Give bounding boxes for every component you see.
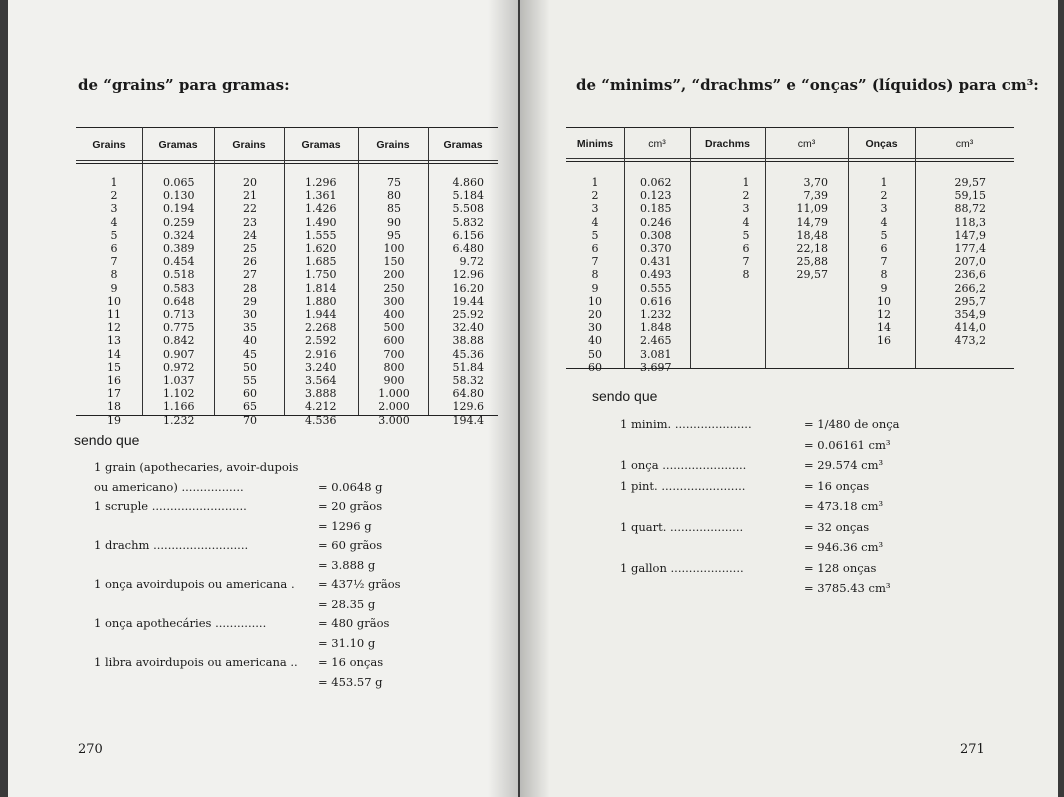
table-cell: 8 bbox=[591, 268, 599, 282]
table-cell: 51.84 bbox=[452, 360, 484, 374]
equation-value: = 16 onças bbox=[804, 478, 870, 493]
table-cell: 7 bbox=[880, 255, 888, 269]
table-cell: 59,15 bbox=[954, 189, 986, 203]
table-cell: 19 bbox=[107, 413, 121, 427]
equation-value: = 29.574 cm³ bbox=[804, 458, 884, 472]
table-cell: 18,48 bbox=[796, 228, 828, 242]
table-cell: 29,57 bbox=[796, 268, 828, 282]
table-cell: 1.037 bbox=[163, 374, 195, 388]
table-cell: 8 bbox=[110, 268, 118, 282]
table-cell: 14 bbox=[107, 347, 121, 361]
table-cell: 0.842 bbox=[163, 334, 195, 348]
col-header-grains: Grains bbox=[232, 139, 266, 151]
table-cell: 1.102 bbox=[163, 387, 195, 401]
col-header-minims: Minims bbox=[576, 138, 614, 150]
table-cell: 9.72 bbox=[459, 255, 484, 269]
table-cell: 4 bbox=[110, 215, 118, 229]
table-cell: 25 bbox=[243, 242, 257, 256]
table-cell: 7,39 bbox=[803, 189, 828, 203]
table-cell: 0.616 bbox=[640, 294, 672, 308]
table-cell: 10 bbox=[588, 294, 602, 308]
table-cell: 177,4 bbox=[954, 242, 986, 256]
table-cell: 45.36 bbox=[452, 347, 484, 361]
right-heading: de “minims”, “drachms” e “onças” (líquidos) para cm³: bbox=[576, 76, 1039, 94]
table-header-rule bbox=[76, 160, 498, 161]
col-header-gramas: Gramas bbox=[301, 139, 341, 151]
table-cell: 1.555 bbox=[305, 228, 337, 242]
table-cell: 118,3 bbox=[954, 215, 986, 229]
table-cell: 22 bbox=[243, 202, 257, 216]
table-cell: 90 bbox=[387, 215, 401, 229]
table-cell: 200 bbox=[383, 268, 405, 282]
col-header-grains: Grains bbox=[376, 139, 410, 151]
table-cell: 12.96 bbox=[452, 268, 484, 282]
table-cell: 0.431 bbox=[640, 255, 672, 269]
equation-label: 1 libra avoirdupois ou americana .. bbox=[94, 655, 298, 669]
table-cell: 1.880 bbox=[305, 294, 337, 308]
table-cell: 1.000 bbox=[378, 387, 410, 401]
table-cell: 75 bbox=[387, 176, 401, 189]
col-divider bbox=[624, 127, 625, 368]
table-cell: 13 bbox=[107, 334, 121, 348]
table-cell: 60 bbox=[243, 387, 257, 401]
equation-label: 1 gallon .................... bbox=[620, 560, 744, 575]
table-cell: 3 bbox=[591, 202, 599, 216]
equation-value: = 31.10 g bbox=[318, 635, 376, 650]
table-cell: 2 bbox=[880, 189, 888, 203]
equation-value: = 128 onças bbox=[804, 560, 877, 575]
table-cell: 0.907 bbox=[163, 347, 195, 361]
col-divider bbox=[358, 127, 359, 415]
spine-shadow bbox=[488, 0, 518, 797]
equation-label: 1 onça avoirdupois ou americana . bbox=[94, 577, 295, 591]
table-cell: 40 bbox=[243, 334, 257, 348]
table-cell: 19.44 bbox=[452, 294, 484, 308]
table-cell: 20 bbox=[588, 308, 602, 322]
table-cell: 2.916 bbox=[305, 347, 337, 361]
table-cell: 0.583 bbox=[163, 281, 195, 295]
equation-label: 1 scruple .......................... bbox=[94, 499, 247, 513]
table-cell: 15 bbox=[107, 360, 121, 374]
table-cell: 2 bbox=[110, 189, 118, 203]
table-header-rule-2 bbox=[76, 163, 498, 164]
table-cell: 29 bbox=[243, 294, 257, 308]
equation-label: 1 minim. ..................... bbox=[620, 417, 752, 431]
equation-value: = 946.36 cm³ bbox=[804, 540, 884, 554]
table-cell: 700 bbox=[383, 347, 405, 361]
gramas-column-1 bbox=[163, 176, 207, 427]
table-cell: 95 bbox=[387, 228, 401, 242]
table-cell: 3,70 bbox=[803, 176, 828, 189]
gramas-column-3 bbox=[440, 176, 484, 427]
sendo-que-label: sendo que bbox=[592, 388, 658, 404]
col-header-drachms: Drachms bbox=[705, 138, 750, 150]
table-cell: 1.296 bbox=[305, 176, 337, 189]
table-cell: 35 bbox=[243, 321, 257, 335]
table-cell: 32.40 bbox=[452, 321, 484, 335]
table-cell: 4 bbox=[880, 215, 888, 229]
right-page bbox=[520, 0, 1058, 797]
equation-value: = 0.06161 cm³ bbox=[804, 437, 891, 452]
table-cell: 2.465 bbox=[640, 334, 672, 348]
col-divider bbox=[428, 127, 429, 415]
table-cell: 2.592 bbox=[305, 334, 337, 348]
table-cell: 30 bbox=[588, 321, 602, 335]
table-cell: 25.92 bbox=[452, 308, 484, 322]
table-cell: 64.80 bbox=[452, 387, 484, 401]
col-header-grains: Grains bbox=[92, 139, 126, 151]
table-cell: 4.212 bbox=[305, 400, 337, 414]
table-cell: 0.246 bbox=[640, 215, 672, 229]
table-cell: 194.4 bbox=[452, 413, 484, 427]
table-cell: 9 bbox=[591, 281, 599, 295]
equation-value: = 32 onças bbox=[804, 519, 870, 534]
col-divider bbox=[690, 127, 691, 368]
gramas-column-2 bbox=[305, 176, 349, 427]
table-cell: 3.240 bbox=[305, 360, 337, 374]
oncas-column bbox=[874, 176, 894, 348]
table-cell: 70 bbox=[243, 413, 257, 427]
table-cell: 5.832 bbox=[452, 215, 484, 229]
table-cell: 147,9 bbox=[954, 228, 986, 242]
table-cell: 18 bbox=[107, 400, 121, 414]
table-cell: 150 bbox=[383, 255, 405, 269]
equation-label: ou americano) ................. bbox=[94, 479, 244, 494]
table-cell: 12 bbox=[107, 321, 121, 335]
table-cell: 1.426 bbox=[305, 202, 337, 216]
equation-value: = 60 grãos bbox=[318, 538, 383, 552]
table-cell: 129.6 bbox=[452, 400, 484, 414]
table-cell: 900 bbox=[383, 374, 405, 388]
table-cell: 1.232 bbox=[163, 413, 195, 427]
col-header-gramas: Gramas bbox=[158, 139, 198, 151]
table-cell: 16 bbox=[877, 334, 891, 348]
table-cell: 1 bbox=[742, 176, 750, 189]
col-header-oncas: Onças bbox=[865, 138, 898, 150]
table-cell: 1.944 bbox=[305, 308, 337, 322]
equation-value: = 1/480 de onça bbox=[804, 417, 900, 431]
table-cell: 3 bbox=[880, 202, 888, 216]
equation-value: = 3.888 g bbox=[318, 557, 376, 572]
table-cell: 30 bbox=[243, 308, 257, 322]
table-cell: 58.32 bbox=[452, 374, 484, 388]
table-cell: 1.166 bbox=[163, 400, 195, 414]
table-cell: 7 bbox=[110, 255, 118, 269]
table-cell: 7 bbox=[742, 255, 750, 269]
table-cell: 4 bbox=[591, 215, 599, 229]
table-cell: 26 bbox=[243, 255, 257, 269]
table-cell: 3.888 bbox=[305, 387, 337, 401]
col-divider bbox=[284, 127, 285, 415]
col-header-cm3: cm³ bbox=[955, 138, 974, 150]
spine-shadow bbox=[520, 0, 550, 797]
table-cell: 414,0 bbox=[954, 321, 986, 335]
table-cell: 6 bbox=[742, 242, 750, 256]
equation-label: 1 drachm .......................... bbox=[94, 538, 249, 552]
col-header-cm3: cm³ bbox=[648, 138, 666, 150]
table-cell: 100 bbox=[383, 242, 405, 256]
equation-label: 1 onça ....................... bbox=[620, 458, 747, 472]
table-cell: 27 bbox=[243, 268, 257, 282]
col-header-cm3: cm³ bbox=[797, 138, 816, 150]
col-divider bbox=[142, 127, 143, 415]
table-cell: 21 bbox=[243, 189, 257, 203]
table-cell: 12 bbox=[877, 308, 891, 322]
table-cell: 9 bbox=[110, 281, 118, 295]
equation-value: = 473.18 cm³ bbox=[804, 499, 884, 513]
table-cell: 236,6 bbox=[954, 268, 986, 282]
table-cell: 1 bbox=[110, 176, 118, 189]
grains-column-2 bbox=[236, 176, 264, 427]
equation-value: = 1296 g bbox=[318, 518, 372, 533]
table-cell: 2.268 bbox=[305, 321, 337, 335]
table-cell: 0.648 bbox=[163, 294, 195, 308]
equation-label: 1 onça apothecáries .............. bbox=[94, 616, 267, 630]
table-cell: 14,79 bbox=[796, 215, 828, 229]
table-cell: 50 bbox=[588, 347, 602, 361]
table-cell: 1.620 bbox=[305, 242, 337, 256]
table-cell: 0.259 bbox=[163, 215, 195, 229]
drachms-column bbox=[736, 176, 756, 282]
table-cell: 16.20 bbox=[452, 281, 484, 295]
table-cell: 2.000 bbox=[378, 400, 410, 414]
table-cell: 5.184 bbox=[452, 189, 484, 203]
table-cell: 29,57 bbox=[954, 176, 986, 189]
table-cell: 0.324 bbox=[163, 228, 195, 242]
table-cell: 20 bbox=[243, 176, 257, 189]
table-cell: 300 bbox=[383, 294, 405, 308]
table-cell: 11 bbox=[107, 308, 121, 322]
table-cell: 5 bbox=[880, 228, 888, 242]
table-cell: 50 bbox=[243, 360, 257, 374]
table-bottom-rule bbox=[76, 415, 498, 416]
table-cell: 0.130 bbox=[163, 189, 195, 203]
table-cell: 1.490 bbox=[305, 215, 337, 229]
table-cell: 2 bbox=[591, 189, 599, 203]
table-cell: 60 bbox=[588, 360, 602, 374]
sendo-que-label: sendo que bbox=[74, 432, 140, 448]
table-cell: 3.564 bbox=[305, 374, 337, 388]
table-cell: 14 bbox=[877, 321, 891, 335]
table-cell: 3 bbox=[742, 202, 750, 216]
table-cell: 1.361 bbox=[305, 189, 337, 203]
table-cell: 3.081 bbox=[640, 347, 672, 361]
table-cell: 354,9 bbox=[954, 308, 986, 322]
table-cell: 1.848 bbox=[640, 321, 672, 335]
table-cell: 10 bbox=[107, 294, 121, 308]
table-cell: 295,7 bbox=[954, 294, 986, 308]
table-cell: 1.685 bbox=[305, 255, 337, 269]
page-number: 270 bbox=[78, 742, 103, 757]
table-cell: 24 bbox=[243, 228, 257, 242]
table-cell: 17 bbox=[107, 387, 121, 401]
grains-column-1 bbox=[100, 176, 128, 427]
table-cell: 473,2 bbox=[954, 334, 986, 348]
grains-column-3 bbox=[374, 176, 414, 427]
equation-value: = 3785.43 cm³ bbox=[804, 581, 891, 595]
minims-cm3-column bbox=[640, 176, 684, 374]
equation-value: = 453.57 g bbox=[318, 674, 383, 689]
equation-value: = 437½ grãos bbox=[318, 577, 401, 591]
table-cell: 7 bbox=[591, 255, 599, 269]
equation-value: = 20 grãos bbox=[318, 499, 383, 513]
table-top-rule bbox=[566, 127, 1014, 128]
table-cell: 0.308 bbox=[640, 228, 672, 242]
table-cell: 16 bbox=[107, 374, 121, 388]
minims-column bbox=[582, 176, 608, 374]
table-cell: 0.370 bbox=[640, 242, 672, 256]
table-cell: 1.814 bbox=[305, 281, 337, 295]
table-cell: 10 bbox=[877, 294, 891, 308]
table-cell: 0.775 bbox=[163, 321, 195, 335]
table-cell: 1.750 bbox=[305, 268, 337, 282]
table-cell: 5.508 bbox=[452, 202, 484, 216]
table-cell: 0.518 bbox=[163, 268, 195, 282]
table-cell: 8 bbox=[742, 268, 750, 282]
equation-label: 1 pint. ....................... bbox=[620, 478, 746, 493]
table-cell: 5 bbox=[110, 228, 118, 242]
table-top-rule bbox=[76, 127, 498, 128]
table-cell: 8 bbox=[880, 268, 888, 282]
col-header-gramas: Gramas bbox=[443, 139, 483, 151]
left-heading: de “grains” para gramas: bbox=[78, 76, 290, 94]
table-cell: 266,2 bbox=[954, 281, 986, 295]
table-cell: 3 bbox=[110, 202, 118, 216]
equation-label: 1 quart. .................... bbox=[620, 519, 744, 534]
table-cell: 0.493 bbox=[640, 268, 672, 282]
col-divider bbox=[848, 127, 849, 368]
table-cell: 2 bbox=[742, 189, 750, 203]
table-cell: 3.697 bbox=[640, 360, 672, 374]
table-cell: 207,0 bbox=[954, 255, 986, 269]
table-cell: 500 bbox=[383, 321, 405, 335]
oncas-cm3-column bbox=[942, 176, 986, 348]
table-cell: 11,09 bbox=[796, 202, 828, 216]
col-divider bbox=[214, 127, 215, 415]
table-cell: 38.88 bbox=[452, 334, 484, 348]
drachms-cm3-column bbox=[784, 176, 828, 282]
table-bottom-rule bbox=[566, 368, 1014, 369]
table-cell: 0.194 bbox=[163, 202, 195, 216]
table-header-rule bbox=[566, 158, 1014, 159]
table-cell: 1 bbox=[591, 176, 599, 189]
table-cell: 0.065 bbox=[163, 176, 195, 189]
table-cell: 0.185 bbox=[640, 202, 672, 216]
table-cell: 250 bbox=[383, 281, 405, 295]
equation-label: 1 grain (apothecaries, avoir-dupois bbox=[94, 460, 299, 474]
table-header-rule-2 bbox=[566, 161, 1014, 162]
table-cell: 6.480 bbox=[452, 242, 484, 256]
left-page bbox=[8, 0, 518, 797]
table-cell: 0.555 bbox=[640, 281, 672, 295]
table-cell: 4.536 bbox=[305, 413, 337, 427]
table-cell: 85 bbox=[387, 202, 401, 216]
table-cell: 28 bbox=[243, 281, 257, 295]
table-cell: 5 bbox=[742, 228, 750, 242]
table-cell: 6 bbox=[880, 242, 888, 256]
page-number: 271 bbox=[960, 742, 985, 757]
equation-value: = 0.0648 g bbox=[318, 479, 383, 494]
table-cell: 1.232 bbox=[640, 308, 672, 322]
table-cell: 80 bbox=[387, 189, 401, 203]
table-cell: 6.156 bbox=[452, 228, 484, 242]
table-cell: 5 bbox=[591, 228, 599, 242]
table-cell: 88,72 bbox=[954, 202, 986, 216]
table-cell: 65 bbox=[243, 400, 257, 414]
table-cell: 0.454 bbox=[163, 255, 195, 269]
col-divider bbox=[915, 127, 916, 368]
table-cell: 4 bbox=[742, 215, 750, 229]
table-cell: 600 bbox=[383, 334, 405, 348]
table-cell: 9 bbox=[880, 281, 888, 295]
equation-value: = 16 onças bbox=[318, 655, 384, 669]
table-cell: 0.123 bbox=[640, 189, 672, 203]
equation-value: = 480 grãos bbox=[318, 616, 390, 630]
table-cell: 0.062 bbox=[640, 176, 672, 189]
table-cell: 400 bbox=[383, 308, 405, 322]
table-cell: 45 bbox=[243, 347, 257, 361]
table-cell: 6 bbox=[110, 242, 118, 256]
table-cell: 23 bbox=[243, 215, 257, 229]
equation-value: = 28.35 g bbox=[318, 596, 376, 611]
table-cell: 6 bbox=[591, 242, 599, 256]
table-cell: 3.000 bbox=[378, 413, 410, 427]
table-cell: 25,88 bbox=[796, 255, 828, 269]
table-cell: 40 bbox=[588, 334, 602, 348]
table-cell: 0.713 bbox=[163, 308, 195, 322]
table-cell: 0.389 bbox=[163, 242, 195, 256]
col-divider bbox=[765, 127, 766, 368]
table-cell: 55 bbox=[243, 374, 257, 388]
table-cell: 4.860 bbox=[452, 176, 484, 189]
table-cell: 1 bbox=[880, 176, 888, 189]
table-cell: 0.972 bbox=[163, 360, 195, 374]
table-cell: 800 bbox=[383, 360, 405, 374]
table-cell: 22,18 bbox=[796, 242, 828, 256]
